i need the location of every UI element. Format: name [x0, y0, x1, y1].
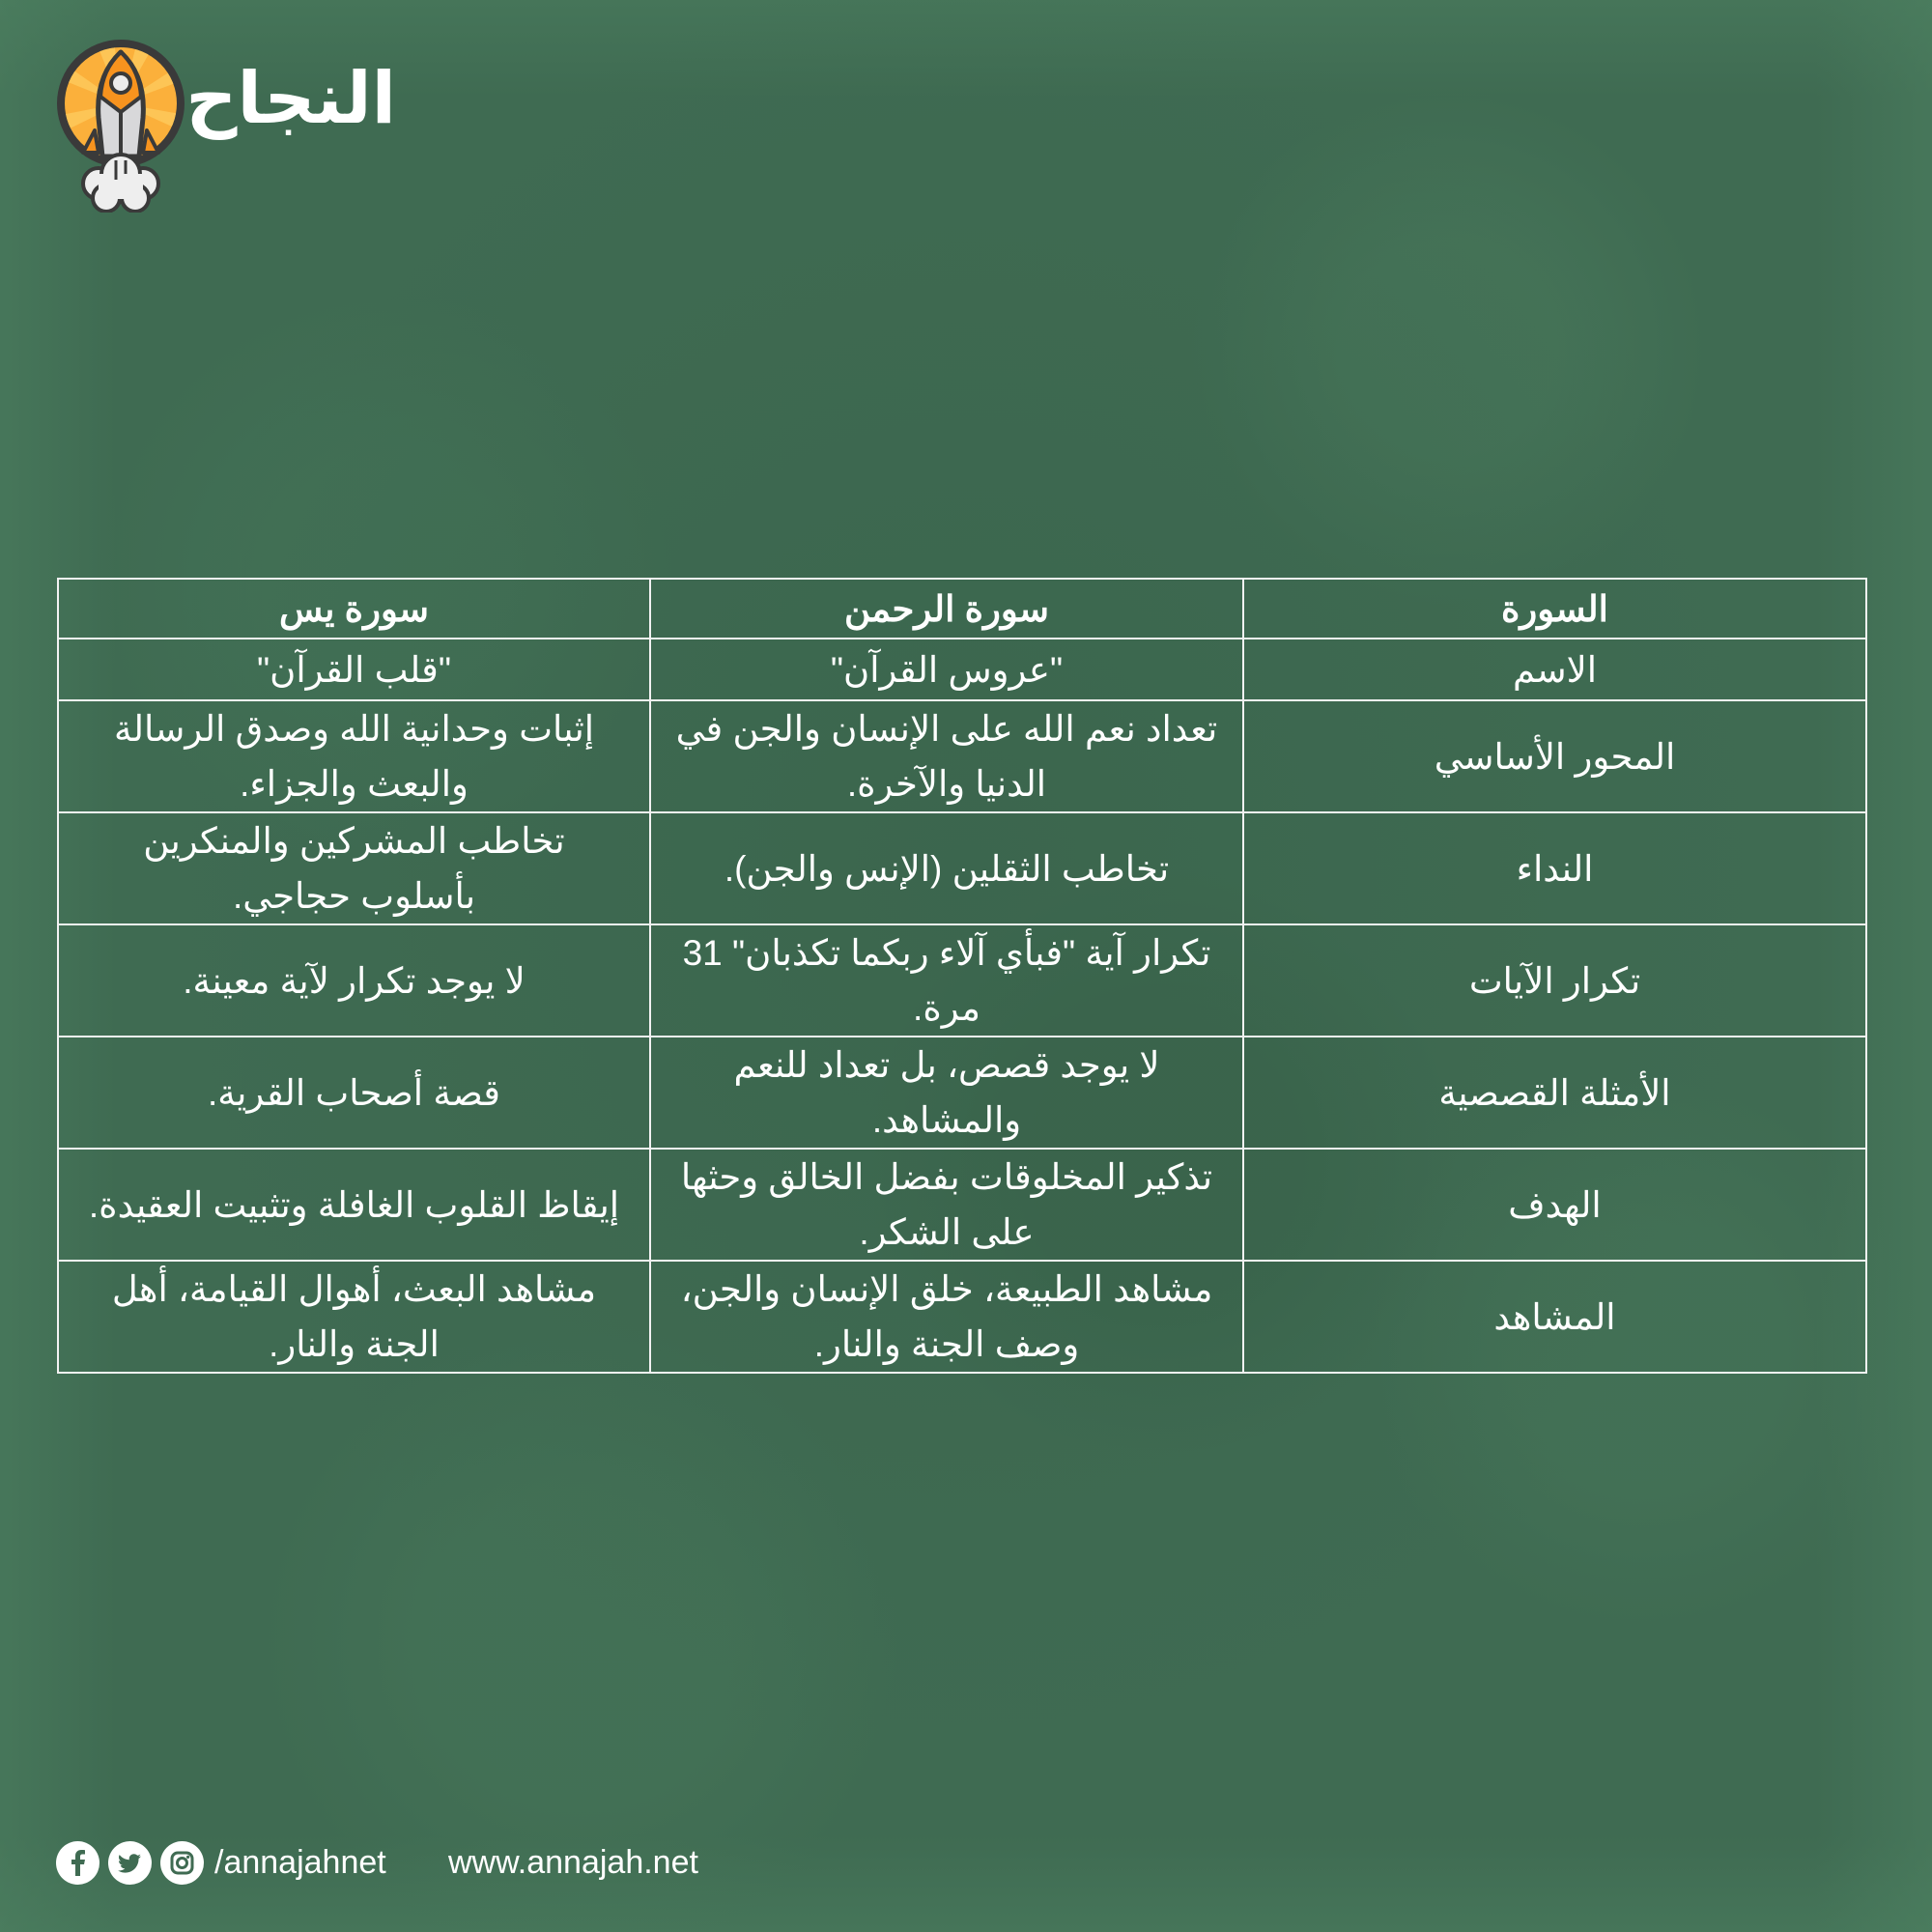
- table-row: [58, 1149, 1866, 1261]
- table-row: [58, 812, 1866, 924]
- table-cell: مشاهد الطبيعة، خلق الإنسان والجن، وصف الجنة والنار.: [650, 1261, 1243, 1373]
- brand-name: النجاح: [185, 57, 396, 140]
- table-cell: تخاطب الثقلين (الإنس والجن).: [650, 812, 1243, 924]
- twitter-icon[interactable]: [108, 1841, 152, 1885]
- instagram-icon[interactable]: [160, 1841, 204, 1885]
- table-row: [58, 700, 1866, 812]
- row-label: الأمثلة القصصية: [1243, 1037, 1866, 1149]
- table-cell: إيقاظ القلوب الغافلة وتثبيت العقيدة.: [58, 1149, 650, 1261]
- table-cell: لا يوجد تكرار لآية معينة.: [58, 924, 650, 1037]
- row-label: الاسم: [1243, 639, 1866, 700]
- header-cell: السورة: [1243, 579, 1866, 639]
- table-cell: تكرار آية "فبأي آلاء ربكما تكذبان" 31 مرة.: [650, 924, 1243, 1037]
- social-links: [56, 1840, 213, 1885]
- table-cell: قصة أصحاب القرية.: [58, 1037, 650, 1149]
- table-cell: تعداد نعم الله على الإنسان والجن في الدنيا والآخرة.: [650, 700, 1243, 812]
- row-label: الهدف: [1243, 1149, 1866, 1261]
- comparison-table: [57, 578, 1867, 1374]
- website-link[interactable]: www.annajah.net: [448, 1844, 698, 1881]
- table-cell: "قلب القرآن": [58, 639, 650, 700]
- table-cell: "عروس القرآن": [650, 639, 1243, 700]
- facebook-icon[interactable]: [56, 1841, 99, 1885]
- table-row: [58, 639, 1866, 700]
- table-cell: لا يوجد قصص، بل تعداد للنعم والمشاهد.: [650, 1037, 1243, 1149]
- table-cell: تذكير المخلوقات بفضل الخالق وحثها على الشكر.: [650, 1149, 1243, 1261]
- table-row: [58, 1037, 1866, 1149]
- row-label: المحور الأساسي: [1243, 700, 1866, 812]
- header-cell: سورة يس: [58, 579, 650, 639]
- row-label: النداء: [1243, 812, 1866, 924]
- row-label: المشاهد: [1243, 1261, 1866, 1373]
- table-row: [58, 924, 1866, 1037]
- table-header-row: [58, 579, 1866, 639]
- header-cell: سورة الرحمن: [650, 579, 1243, 639]
- table-cell: مشاهد البعث، أهوال القيامة، أهل الجنة والنار.: [58, 1261, 650, 1373]
- rocket-logo-icon: [56, 39, 191, 213]
- table-row: [58, 1261, 1866, 1373]
- row-label: تكرار الآيات: [1243, 924, 1866, 1037]
- table-cell: إثبات وحدانية الله وصدق الرسالة والبعث والجزاء.: [58, 700, 650, 812]
- social-handle[interactable]: /annajahnet: [214, 1844, 386, 1881]
- table-cell: تخاطب المشركين والمنكرين بأسلوب حجاجي.: [58, 812, 650, 924]
